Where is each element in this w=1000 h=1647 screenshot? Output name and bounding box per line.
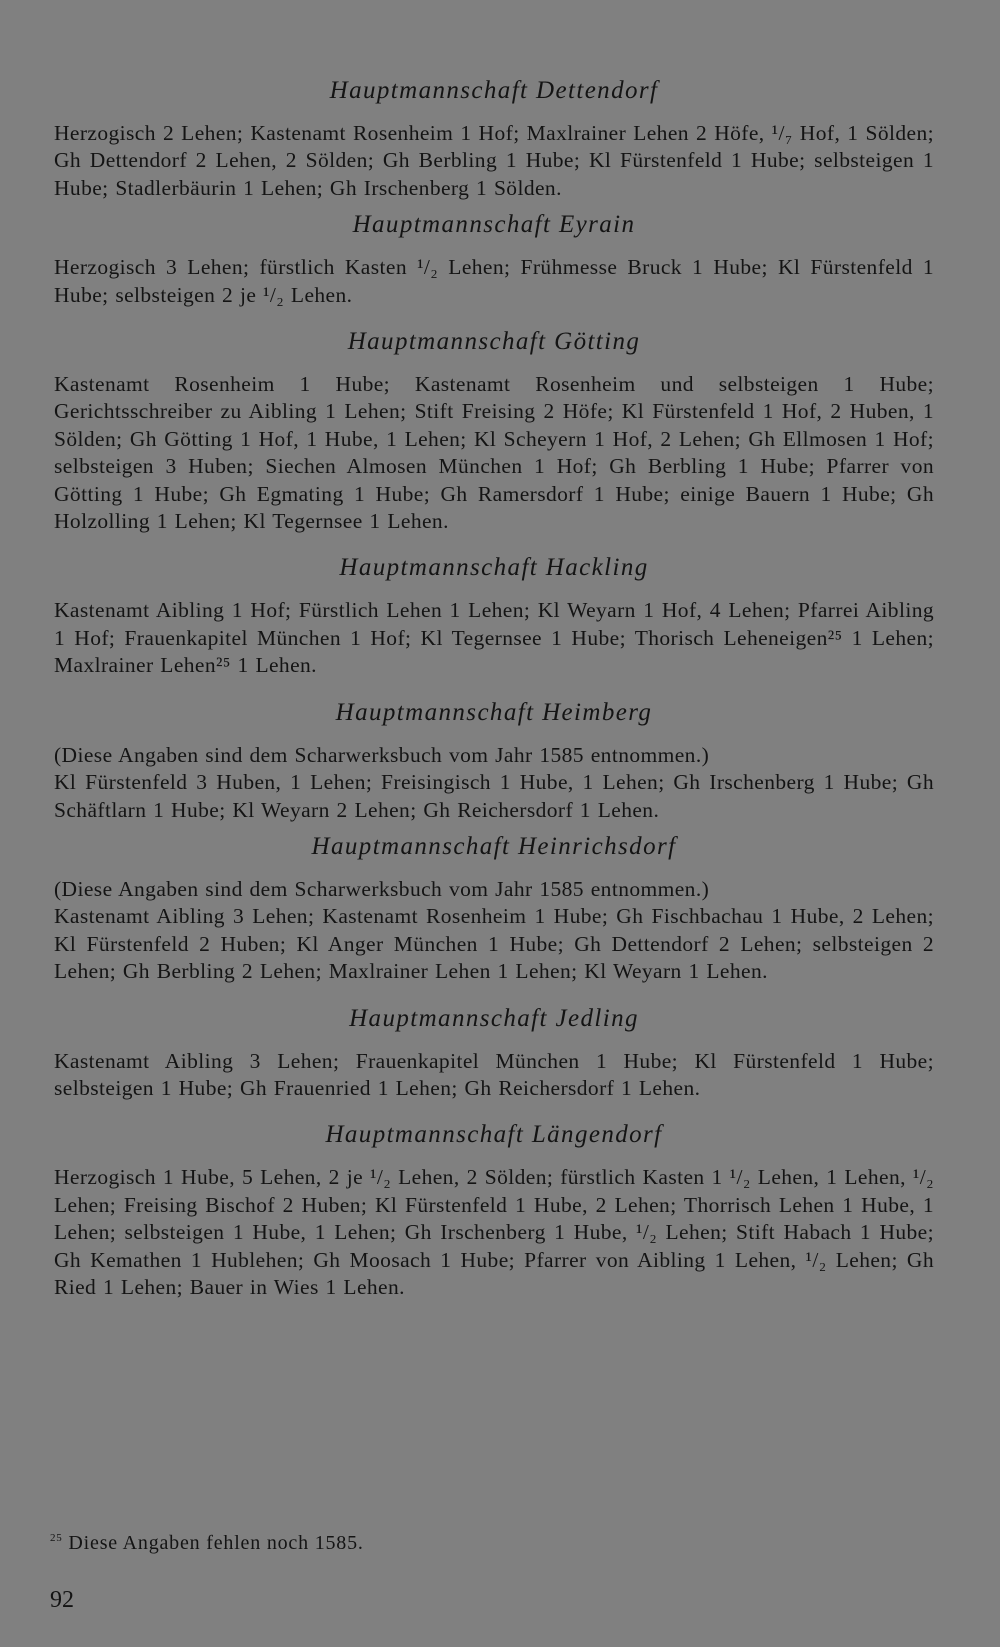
section-heading: Hauptmannschaft Heinrichsdorf [311, 832, 677, 860]
section-eyrain [54, 210, 934, 309]
section-paragraph: Kl Fürstenfeld 3 Huben, 1 Lehen; Freisingisch 1 Hube, 1 Lehen; Gh Irschenberg 1 Hube; Gh Schäftlarn 1 Hube; Kl Weyarn 2 Lehen; Gh Reichersdorf 1 Lehen. [54, 770, 934, 822]
page-content [54, 76, 934, 1319]
footnote-marker: 25 [50, 1532, 63, 1544]
section-paragraph: Herzogisch 3 Lehen; fürstlich Kasten ¹/₂ Lehen; Frühmesse Bruck 1 Hube; Kl Fürstenfeld 1 Hube; selbsteigen 2 je ¹/₂ Lehen. [54, 255, 934, 307]
section-heading: Hauptmannschaft Heimberg [335, 698, 653, 726]
section-heimberg [54, 698, 934, 824]
section-paragraph: Kastenamt Aibling 3 Lehen; Frauenkapitel München 1 Hube; Kl Fürstenfeld 1 Hube; selbsteigen 1 Hube; Gh Frauenried 1 Lehen; Gh Reichersdorf 1 Lehen. [54, 1048, 934, 1100]
section-hackling [54, 553, 934, 679]
section-heading: Hauptmannschaft Götting [347, 328, 641, 356]
section-heinrichsdorf [54, 832, 934, 986]
section-paragraph: Kastenamt Aibling 3 Lehen; Kastenamt Rosenheim 1 Hube; Gh Fischbachau 1 Hube, 2 Lehen; Kl Fürstenfeld 2 Huben; Kl Anger München 1 Hube; Gh Dettendorf 2 Lehen; selbsteigen 2 Lehen; Gh Berbling 2 Lehen; Maxlrainer Lehen 1 Lehen; Kl Weyarn 1 Lehen. [54, 904, 934, 984]
section-goetting [54, 327, 934, 535]
section-heading: Hauptmannschaft Jedling [349, 1004, 639, 1032]
section-laengendorf [54, 1120, 934, 1301]
section-heading: Hauptmannschaft Hackling [339, 554, 649, 582]
section-note: (Diese Angaben sind dem Scharwerksbuch vom Jahr 1585 entnommen.) [54, 742, 710, 767]
footnote-text: Diese Angaben fehlen noch 1585. [68, 1532, 364, 1554]
footnote [50, 1532, 364, 1555]
section-dettendorf [54, 76, 934, 202]
section-jedling [54, 1004, 934, 1103]
section-heading: Hauptmannschaft Dettendorf [329, 77, 659, 104]
section-paragraph: Kastenamt Rosenheim 1 Hube; Kastenamt Rosenheim und selbsteigen 1 Hube; Gerichtsschreiber zu Aibling 1 Lehen; Stift Freising 2 Höfe; Kl Fürstenfeld 1 Hof, 2 Huben, 1 Sölden; Gh Götting 1 Hof, 1 Hube, 1 Lehen; Kl Scheyern 1 Hof, 2 Lehen; Gh Ellmosen 1 Hof; selbsteigen 3 Huben; Siechen Almosen München 1 Hof; Gh Berbling 1 Hube; Pfarrer von Götting 1 Hube; Gh Egmating 1 Hube; Gh Ramersdorf 1 Hube; einige Bauern 1 Hube; Gh Holzolling 1 Lehen; Kl Tegernsee 1 Lehen. [54, 372, 934, 534]
section-heading: Hauptmannschaft Längendorf [325, 1121, 663, 1149]
section-heading: Hauptmannschaft Eyrain [352, 211, 636, 239]
section-paragraph: Herzogisch 1 Hube, 5 Lehen, 2 je ¹/₂ Lehen, 2 Sölden; fürstlich Kasten 1 ¹/₂ Lehen, 1 Lehen, ¹/₂ Lehen; Freising Bischof 2 Huben; Kl Fürstenfeld 1 Hube, 2 Lehen; Thorrisch Lehen 1 Hube, 1 Lehen; selbsteigen 1 Hube, 1 Lehen; Gh Irschenberg 1 Hube, ¹/₂ Lehen; Stift Habach 1 Hube; Gh Kemathen 1 Hublehen; Gh Moosach 1 Hube; Pfarrer von Aibling 1 Lehen, ¹/₂ Lehen; Gh Ried 1 Lehen; Bauer in Wies 1 Lehen. [54, 1165, 934, 1299]
section-note: (Diese Angaben sind dem Scharwerksbuch vom Jahr 1585 entnommen.) [54, 876, 710, 901]
page-number: 92 [50, 1587, 74, 1613]
section-paragraph: Kastenamt Aibling 1 Hof; Fürstlich Lehen 1 Lehen; Kl Weyarn 1 Hof, 4 Lehen; Pfarrei Aibling 1 Hof; Frauenkapitel München 1 Hof; Kl Tegernsee 1 Hube; Thorisch Leheneigen²⁵ 1 Lehen; Maxlrainer Lehen²⁵ 1 Lehen. [54, 598, 934, 678]
section-paragraph: Herzogisch 2 Lehen; Kastenamt Rosenheim 1 Hof; Maxlrainer Lehen 2 Höfe, ¹/₇ Hof, 1 Sölden; Gh Dettendorf 2 Lehen, 2 Sölden; Gh Berbling 1 Hube; Kl Fürstenfeld 1 Hube; selbsteigen 1 Hube; Stadlerbäurin 1 Lehen; Gh Irschenberg 1 Sölden. [54, 121, 934, 200]
